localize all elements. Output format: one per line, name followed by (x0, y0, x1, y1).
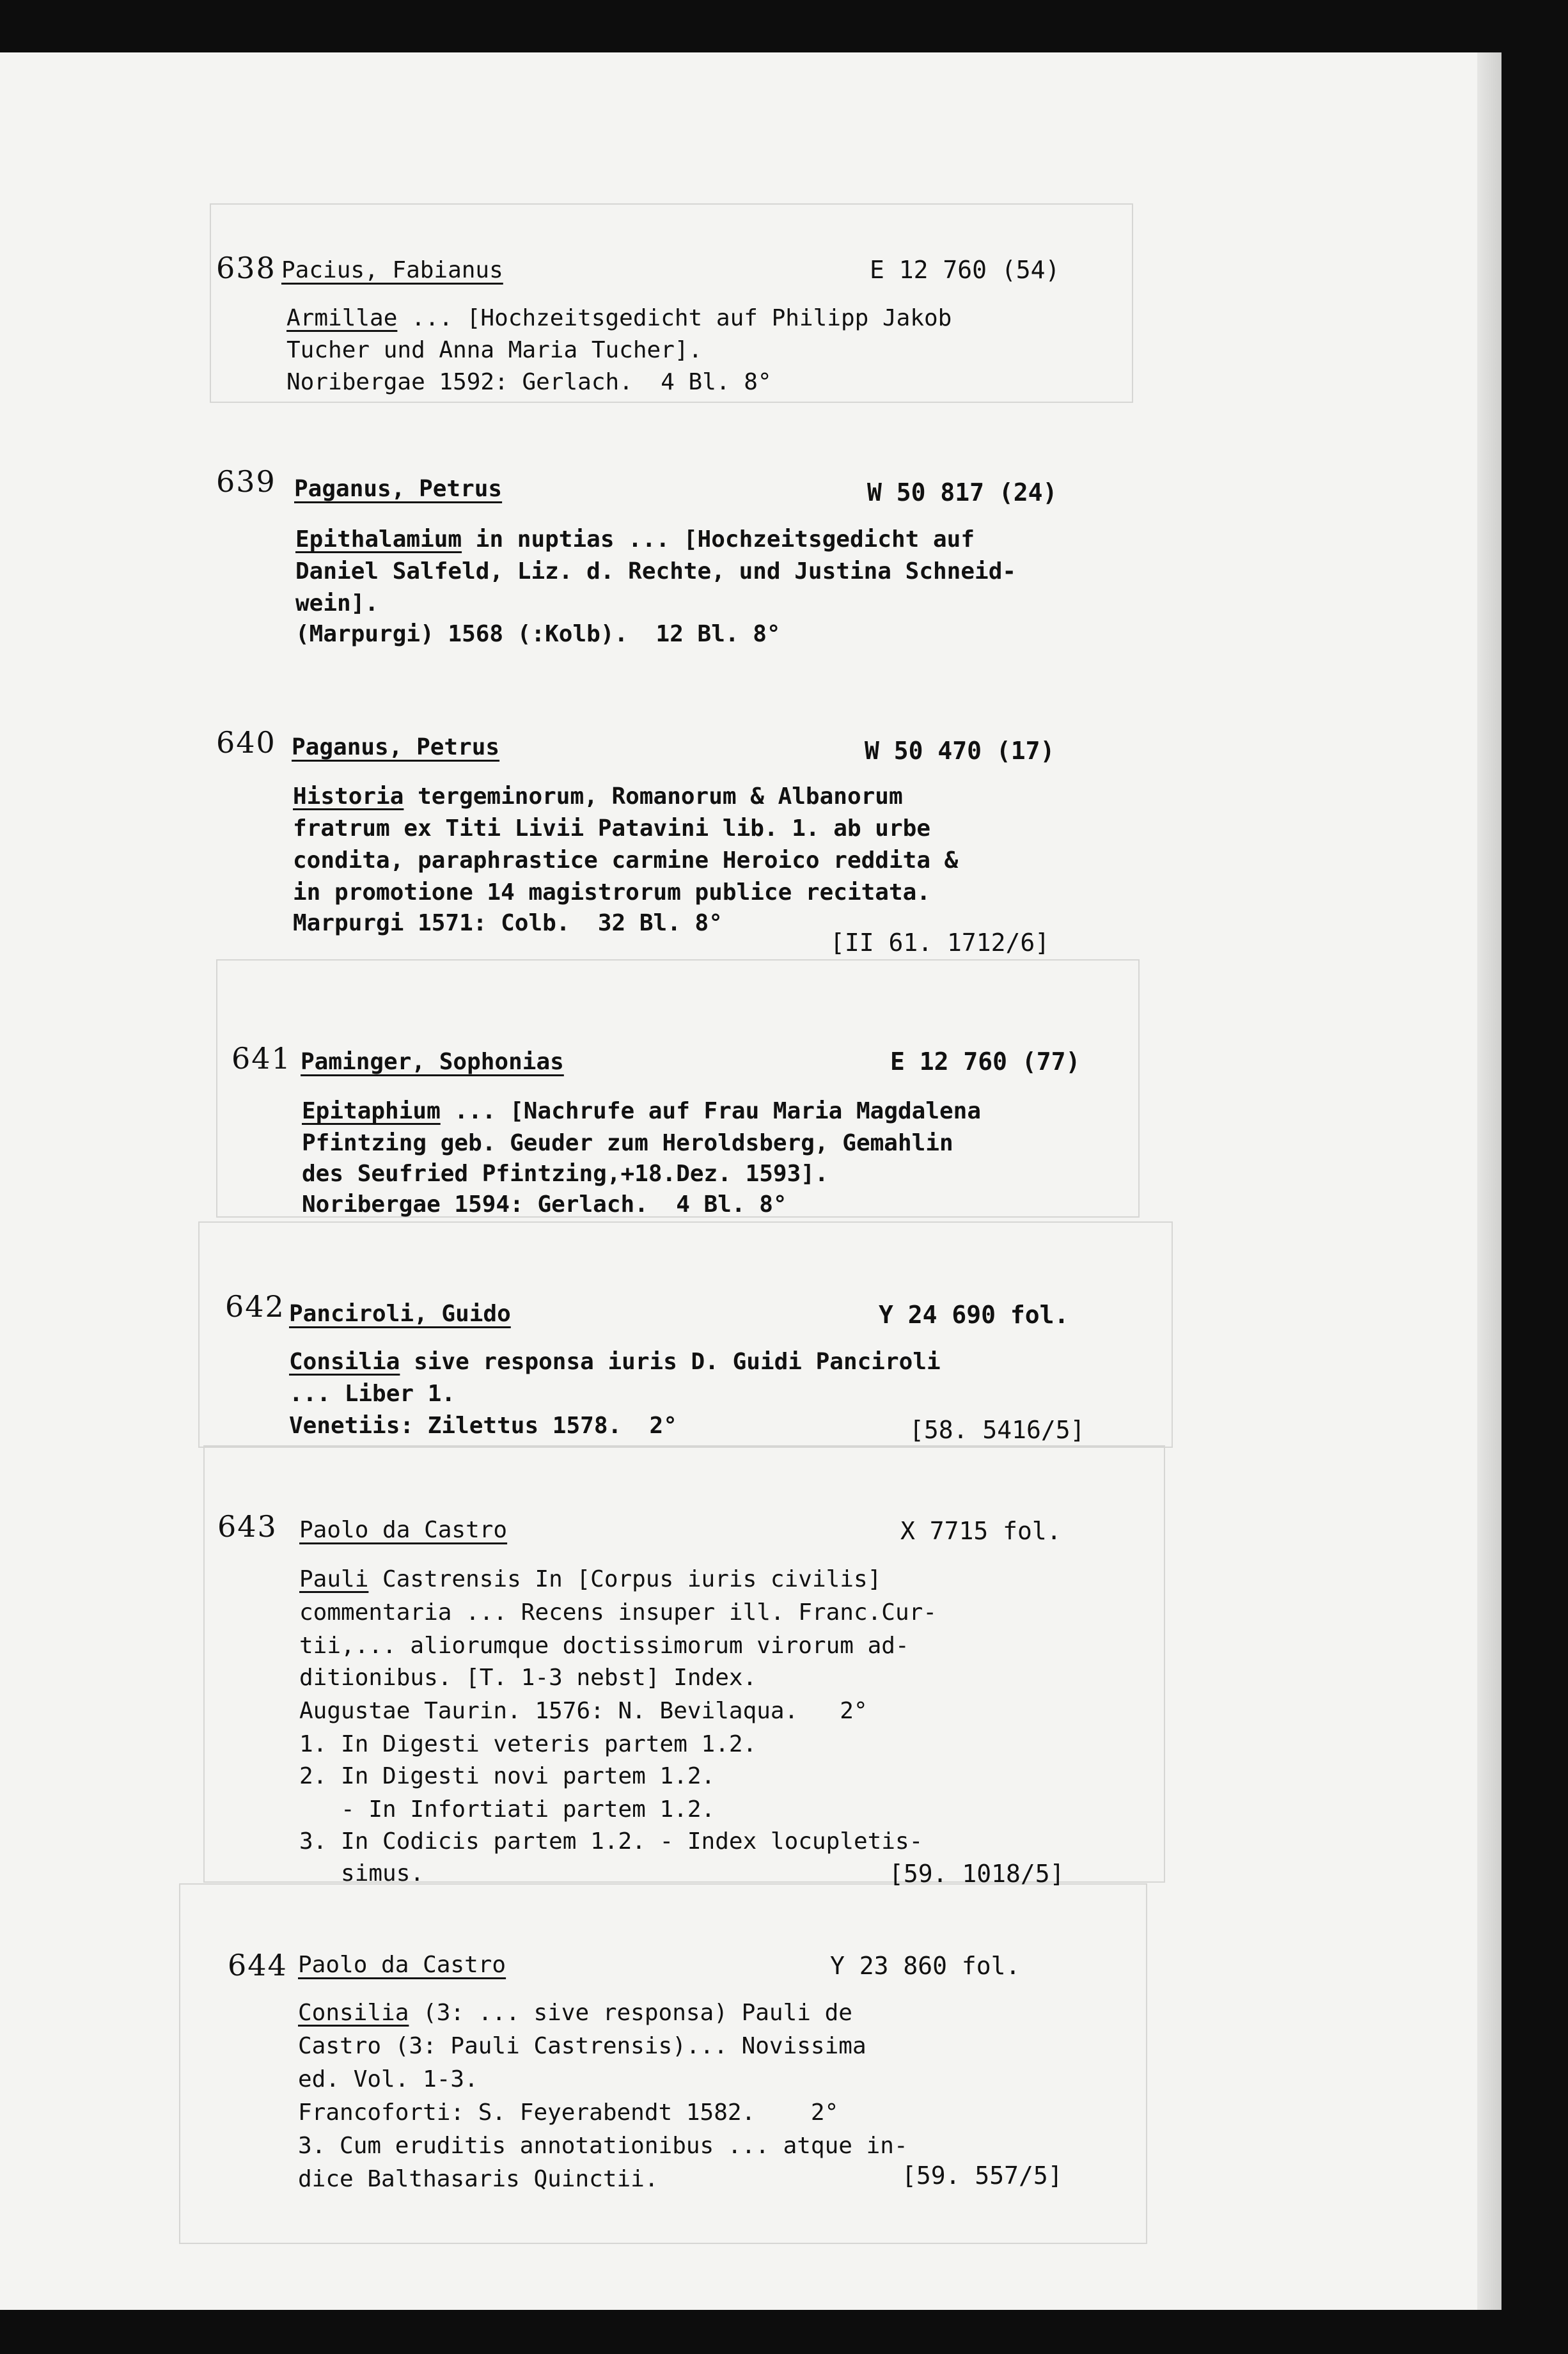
entry-line: in promotione 14 magistrorum publice recitata. (293, 879, 930, 906)
entry-line: dice Balthasaris Quinctii. (298, 2166, 659, 2192)
entry-line: wein]. (295, 590, 379, 616)
entry-line: ditionibus. [T. 1-3 nebst] Index. (299, 1665, 757, 1691)
entry-title-head: Armillae (286, 305, 398, 331)
entry-title-line: Epithalamium in nuptias ... [Hochzeitsgedicht auf (295, 526, 975, 553)
entry-author: Paolo da Castro (299, 1517, 508, 1543)
entry-title-head: Historia (293, 783, 404, 810)
entry-line: Noribergae 1594: Gerlach. 4 Bl. 8° (302, 1191, 787, 1218)
entry-line: Marpurgi 1571: Colb. 32 Bl. 8° (293, 910, 723, 936)
entry-line: simus. (299, 1860, 425, 1887)
entry-line: fratrum ex Titi Livii Patavini lib. 1. ab urbe (293, 815, 930, 842)
entry-title-head: Epitaphium (302, 1098, 441, 1124)
entry-line: Francoforti: S. Feyerabendt 1582. 2° (298, 2099, 839, 2126)
entry-shelfmark: [58. 5416/5] (909, 1416, 1085, 1444)
entry-shelfmark: [59. 557/5] (902, 2162, 1063, 2190)
entry-number: 639 (216, 464, 276, 499)
entry-author: Paganus, Petrus (294, 476, 503, 502)
entry-number: 643 (217, 1509, 278, 1544)
entry-title-head: Consilia (289, 1349, 400, 1375)
entry-title-head: Consilia (298, 2000, 409, 2026)
entry-signature: Y 24 690 fol. (879, 1301, 1069, 1329)
entry-line: des Seufried Pfintzing,+18.Dez. 1593]. (302, 1161, 829, 1187)
entry-signature: W 50 470 (17) (865, 737, 1055, 765)
entry-title-line: Epitaphium ... [Nachrufe auf Frau Maria Magdalena (302, 1098, 982, 1124)
entry-title-line: Consilia (3: ... sive responsa) Pauli de (298, 2000, 852, 2026)
entry-signature: E 12 760 (54) (870, 256, 1060, 284)
entry-author: Paganus, Petrus (292, 734, 500, 760)
entry-line: (Marpurgi) 1568 (:Kolb). 12 Bl. 8° (295, 621, 781, 647)
entry-line: commentaria ... Recens insuper ill. Franc.Cur- (299, 1599, 937, 1626)
entry-line: ... Liber 1. (289, 1381, 456, 1407)
entry-author: Pacius, Fabianus (281, 257, 503, 283)
entry-line: condita, paraphrastice carmine Heroico reddita & (293, 847, 959, 874)
entry-number: 641 (231, 1041, 292, 1076)
entry-author: Paminger, Sophonias (301, 1049, 564, 1075)
entry-title-head: Epithalamium (295, 526, 462, 553)
entry-line: tii,... aliorumque doctissimorum virorum ad- (299, 1633, 909, 1659)
page-edge (1477, 52, 1501, 2310)
entry-signature: W 50 817 (24) (867, 478, 1058, 506)
entry-line: 1. In Digesti veteris partem 1.2. (299, 1731, 757, 1757)
entry-signature: E 12 760 (77) (890, 1048, 1081, 1076)
entry-line: Noribergae 1592: Gerlach. 4 Bl. 8° (286, 369, 772, 395)
entry-title-line: Historia tergeminorum, Romanorum & Albanorum (293, 783, 903, 810)
entry-number: 640 (216, 725, 276, 760)
entry-number: 644 (228, 1948, 288, 1982)
entry-signature: Y 23 860 fol. (830, 1952, 1021, 1980)
entry-line: Pfintzing geb. Geuder zum Heroldsberg, Gemahlin (302, 1130, 953, 1156)
entry-signature: X 7715 fol. (900, 1517, 1062, 1545)
entry-title-head: Pauli (299, 1566, 369, 1592)
entry-shelfmark: [II 61. 1712/6] (830, 929, 1050, 957)
entry-line: Tucher und Anna Maria Tucher]. (286, 337, 703, 363)
entry-title-line: Pauli Castrensis In [Corpus iuris civilis] (299, 1566, 882, 1592)
entry-title-line: Consilia sive responsa iuris D. Guidi Panciroli (289, 1349, 941, 1375)
entry-line: ed. Vol. 1-3. (298, 2066, 478, 2092)
entry-line: Augustae Taurin. 1576: N. Bevilaqua. 2° (299, 1698, 868, 1724)
entry-line: 3. In Codicis partem 1.2. - Index locupletis- (299, 1828, 923, 1855)
entry-number: 642 (225, 1289, 285, 1324)
entry-line: 3. Cum eruditis annotationibus ... atque in- (298, 2133, 908, 2159)
entry-author: Panciroli, Guido (289, 1301, 511, 1327)
entry-shelfmark: [59. 1018/5] (889, 1860, 1065, 1888)
entry-line: - In Infortiati partem 1.2. (299, 1796, 716, 1823)
entry-line: Daniel Salfeld, Liz. d. Rechte, und Justina Schneid- (295, 558, 1017, 585)
entry-author: Paolo da Castro (298, 1952, 506, 1978)
entry-title-line: Armillae ... [Hochzeitsgedicht auf Philipp Jakob (286, 305, 952, 331)
entry-line: Castro (3: Pauli Castrensis)... Novissima (298, 2033, 866, 2059)
entry-line: 2. In Digesti novi partem 1.2. (299, 1763, 716, 1789)
entry-number: 638 (216, 251, 276, 285)
entry-line: Venetiis: Zilettus 1578. 2° (289, 1413, 677, 1439)
